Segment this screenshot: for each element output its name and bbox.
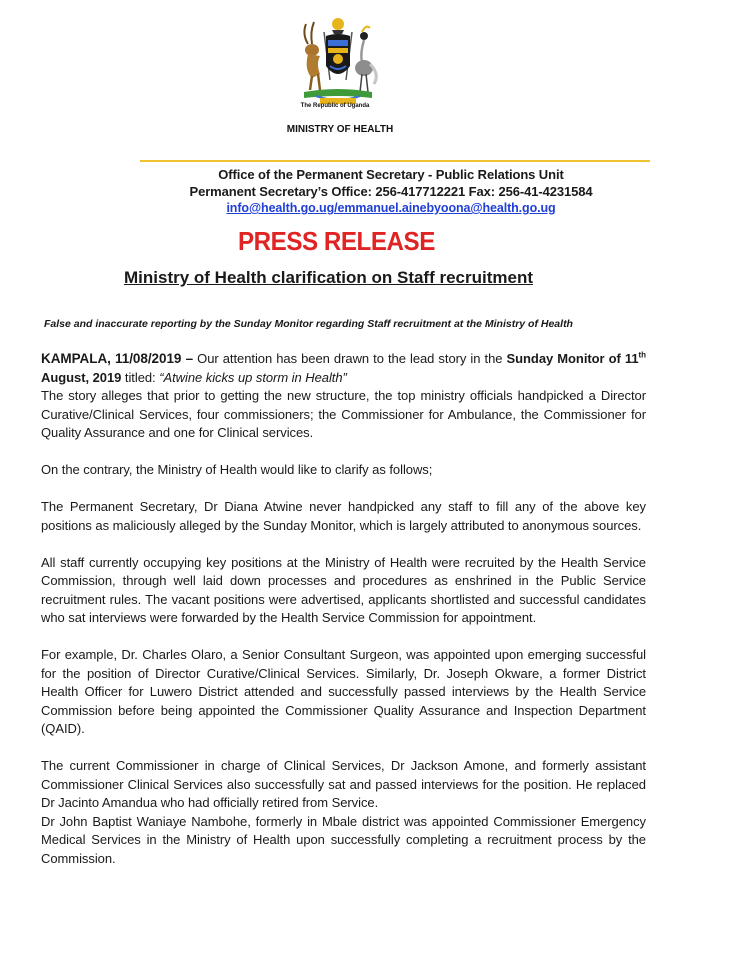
lead-paragraph-continued: The story alleges that prior to getting the new structure, the top ministry officials handpicked a Director Curative/Clinical Services, four commissioners; the Commissioner for Ambulance, the Commissioner for Quality Assurance and one for Clinical services. <box>41 388 646 440</box>
lead-source-sup: th <box>638 350 646 360</box>
document-body <box>41 350 646 868</box>
ministry-name: MINISTRY OF HEALTH <box>286 124 394 135</box>
lead-paragraph <box>41 350 646 387</box>
body-paragraph: On the contrary, the Ministry of Health would like to clarify as follows; <box>41 462 433 477</box>
body-paragraph-last: Dr John Baptist Waniaye Nambohe, formerly in Mbale district was appointed Commissioner Emergency Medical Services in the Ministry of Health upon successfully completing a recruitment process by the Commission. <box>41 813 646 866</box>
article-title-quote: “Atwine kicks up storm in Health” <box>159 369 347 385</box>
lead-text-1: Our attention has been drawn to the lead story in the <box>193 351 507 366</box>
lead-source-1: Sunday Monitor of 11 <box>506 351 639 366</box>
republic-of-uganda-label: The Republic of Uganda <box>300 103 370 109</box>
office-phone-line: Permanent Secretary’s Office: 256-417712221 Fax: 256-41-4231584 <box>189 184 593 199</box>
body-paragraph: The Permanent Secretary, Dr Diana Atwine never handpicked any staff to fill any of the above key positions as maliciously alleged by the Sunday Monitor, which is largely attributed to anonymous sources. <box>41 499 646 533</box>
body-paragraph: All staff currently occupying key positions at the Ministry of Health were recruited by the Health Service Commission, through well laid down processes and procedures as enshrined in the Public Service recruitment rules. The vacant positions were advertised, applicants shortlisted and successful candidates who sat interviews were forwarded by the Health Service Commission for appointment. <box>41 554 646 625</box>
body-paragraph: For example, Dr. Charles Olaro, a Senior Consultant Surgeon, was appointed upon emerging successful for the position of Director Curative/Clinical Services. Similarly, Dr. Joseph Okware, a former District Health Officer for Luwero District attended and successfully passed interviews by the Health Service Commission before being appointed the Commissioner Quality Assurance and Inspection Department (QAID). <box>41 647 646 736</box>
document-subheadline: False and inaccurate reporting by the Sunday Monitor regarding Staff recruitment at the Ministry of Health <box>44 318 573 330</box>
contact-email-link[interactable]: info@health.go.ug/emmanuel.ainebyoona@health.go.ug <box>226 201 556 215</box>
office-contact-block <box>186 166 596 217</box>
header-divider <box>140 160 650 162</box>
dateline: KAMPALA, 11/08/2019 – <box>41 351 194 366</box>
office-unit-line: Office of the Permanent Secretary - Public Relations Unit <box>218 167 564 182</box>
document-headline: Ministry of Health clarification on Staff recruitment <box>124 268 534 287</box>
lead-text-2: titled: <box>121 369 160 385</box>
body-paragraph: The current Commissioner in charge of Clinical Services, Dr Jackson Amone, and formerly assistant Commissioner Clinical Services also successfully sat and passed interviews for the position. He replaced Dr Jacinto Amandua who had officially retired from Service. <box>41 758 646 810</box>
lead-source-2: August, 2019 <box>41 369 122 385</box>
uganda-coat-of-arms-icon <box>290 14 386 106</box>
press-release-title: PRESS RELEASE <box>238 226 435 256</box>
